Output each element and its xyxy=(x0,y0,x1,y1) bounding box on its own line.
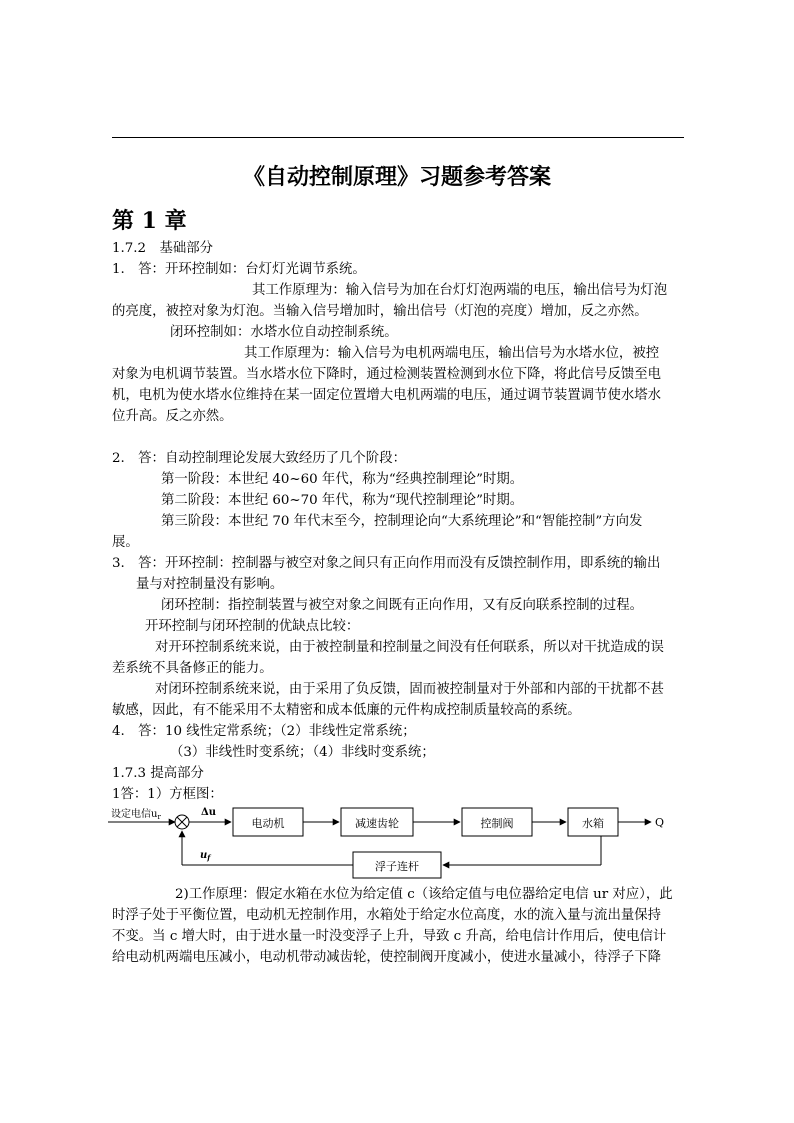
paragraph-line: 时浮子处于平衡位置，电动机无控制作用，水箱处于给定水位高度，水的流入量与流出量保持 xyxy=(112,908,662,923)
paragraph-line: 不变。当 c 增大时，由于进水量一时没变浮子上升，导致 c 升高，给电信计作用后，使电信计 xyxy=(112,929,667,944)
paragraph-line: 其工作原理为：输入信号为加在台灯灯泡两端的电压，输出信号为灯泡 xyxy=(252,283,668,298)
output-label: Q xyxy=(655,816,665,829)
input-label: 设定电信$u_r$ xyxy=(111,809,161,821)
block-gear-label: 减速齿轮 xyxy=(355,817,399,830)
paragraph-line: 闭环控制如：水塔水位自动控制系统。 xyxy=(170,325,398,340)
paragraph-line: 对象为电机调节装置。当水塔水位下降时，通过检测装置检测到水位下降，将此信号反馈至电 xyxy=(112,367,662,382)
paragraph-line: 量与对控制量没有影响。 xyxy=(136,577,284,592)
block-tank-label: 水箱 xyxy=(582,817,604,830)
paragraph-line: 敏感，因此，有不能采用不太精密和成本低廉的元件构成控制质量较高的系统。 xyxy=(112,703,581,718)
paragraph-line: 第二阶段：本世纪 60~70 年代，称为“现代控制理论”时期。 xyxy=(161,493,524,508)
block-motor-label: 电动机 xyxy=(251,817,285,830)
document-title: 《自动控制原理》习题参考答案 xyxy=(242,164,551,190)
paragraph-line: 3. 答：开环控制：控制器与被空对象之间只有正向作用而没有反馈控制作用，即系统的输出 xyxy=(112,556,661,571)
delta-u-label: Δu xyxy=(201,807,217,818)
paragraph-line: 展。 xyxy=(112,535,139,550)
paragraph-line: 位升高。反之亦然。 xyxy=(112,409,233,424)
block-float-linkage-label: 浮子连杆 xyxy=(375,860,419,873)
feedback-uf-label: $u_f$ xyxy=(200,850,211,862)
block-valve-label: 控制阀 xyxy=(480,817,514,830)
paragraph-line: 2)工作原理：假定水箱在水位为给定值 c（该给定值与电位器给定电信 ur 对应），此 xyxy=(175,887,673,902)
paragraph-line: （3）非线性时变系统；（4）非线时变系统； xyxy=(170,745,435,760)
chapter-heading: 第 1 章 xyxy=(112,208,187,234)
paragraph-line: 对开环控制系统来说，由于被控制量和控制量之间没有任何联系，所以对干扰造成的误 xyxy=(155,640,664,655)
paragraph-line: 差系统不具备修正的能力。 xyxy=(112,661,273,676)
paragraph-line: 对闭环控制系统来说，由于采用了负反馈，固而被控制量对于外部和内部的干扰都不甚 xyxy=(155,682,664,697)
section-heading: 1.7.2 基础部分 xyxy=(112,241,214,256)
paragraph-line: 第一阶段：本世纪 40~60 年代，称为“经典控制理论”时期。 xyxy=(161,472,524,487)
paragraph-line: 1答：1）方框图： xyxy=(112,787,223,802)
paragraph-line: 闭环控制：指控制装置与被空对象之间既有正向作用，又有反向联系控制的过程。 xyxy=(161,598,644,613)
section-heading: 1.7.3 提高部分 xyxy=(112,766,204,781)
paragraph-line: 的亮度，被控对象为灯泡。当输入信号增加时，输出信号（灯泡的亮度）增加，反之亦然。 xyxy=(112,304,648,319)
paragraph-line: 给电动机两端电压减小，电动机带动减齿轮，使控制阀开度减小，使进水量减小，待浮子下降 xyxy=(112,950,662,965)
paragraph-line: 4. 答：10 线性定常系统；（2）非线性定常系统； xyxy=(112,724,416,739)
paragraph-line: 机，电机为使水塔水位维持在某一固定位置增大电机两端的电压，通过调节装置调节使水塔水 xyxy=(112,388,662,403)
header-rule xyxy=(112,137,684,138)
block-diagram xyxy=(108,802,688,888)
paragraph-line: 其工作原理为：输入信号为电机两端电压，输出信号为水塔水位，被控 xyxy=(244,346,660,361)
paragraph-line: 1. 答：开环控制如：台灯灯光调节系统。 xyxy=(112,262,366,277)
paragraph-line: 第三阶段：本世纪 70 年代末至今，控制理论向“大系统理论”和“智能控制”方向发 xyxy=(161,514,643,529)
paragraph-line: 2. 答：自动控制理论发展大致经历了几个阶段： xyxy=(112,451,406,466)
paragraph-line: 开环控制与闭环控制的优缺点比较： xyxy=(145,619,360,634)
